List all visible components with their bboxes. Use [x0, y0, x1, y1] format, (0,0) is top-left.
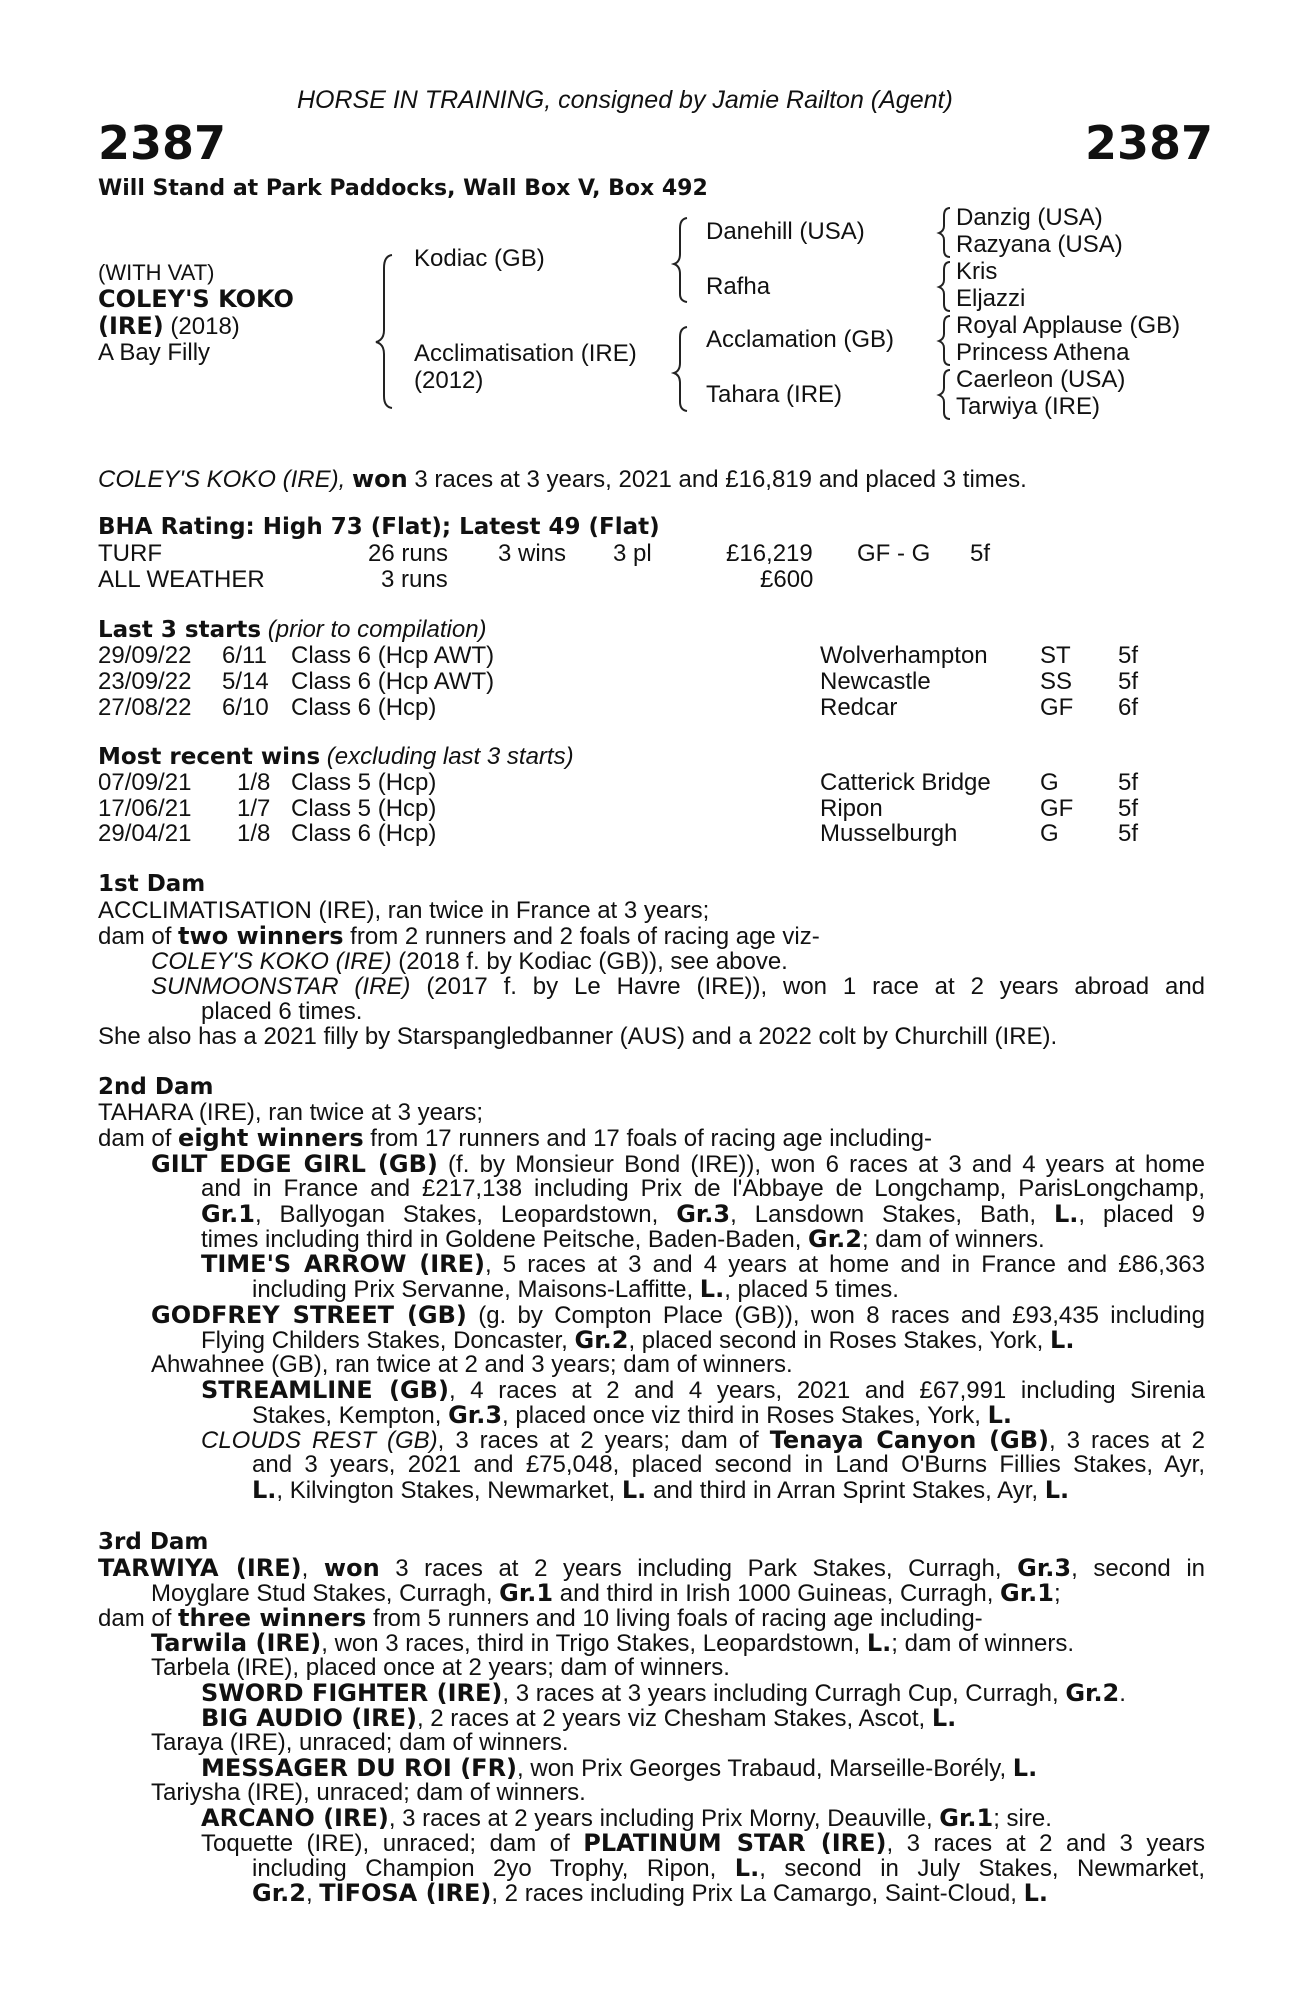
- dam3-progeny: [151, 1631, 1074, 1656]
- dam3-grandprogeny: [201, 1806, 1052, 1831]
- grade: L.: [699, 1275, 725, 1303]
- pedigree-grandsire-sire: Danehill (USA): [706, 218, 865, 245]
- win-course: Musselburgh: [820, 820, 958, 847]
- pedigree-ggp-2: Razyana (USA): [956, 231, 1123, 258]
- grade: L.: [866, 1629, 892, 1657]
- text: 3 races at 2 years including Park Stakes, Curragh,: [379, 1555, 1018, 1582]
- text: from 2 runners and 2 foals of racing age viz-: [343, 923, 820, 950]
- text: from 5 runners and 10 living foals of racing age including-: [366, 1605, 983, 1632]
- dam2-progeny: Ahwahnee (GB), ran twice at 2 and 3 years; dam of winners.: [151, 1351, 793, 1378]
- dam3-heading: 3rd Dam: [98, 1529, 209, 1555]
- text: Stakes, Kempton,: [252, 1402, 449, 1429]
- pedigree-sire: Kodiac (GB): [414, 245, 545, 272]
- start-class: Class 6 (Hcp): [291, 694, 437, 721]
- win-position: 1/7: [237, 795, 271, 822]
- text: , won 3 races, third in Trigo Stakes, Leopardstown,: [321, 1630, 867, 1657]
- text: ,: [301, 1555, 324, 1582]
- grade: L.: [931, 1704, 957, 1732]
- rating-earnings: £16,219: [726, 540, 813, 567]
- dam2-progeny-cont: [201, 1177, 1205, 1201]
- grade: L.: [1023, 1879, 1049, 1907]
- win-distance: 5f: [1118, 769, 1139, 796]
- win-distance: 5f: [1118, 820, 1139, 847]
- text: Moyglare Stud Stakes, Curragh,: [151, 1580, 500, 1607]
- text: dam of: [98, 1605, 179, 1632]
- grade: Gr.2: [574, 1326, 629, 1354]
- pedigree-grandsire-dam: Acclamation (GB): [706, 326, 895, 353]
- dam2-heading: 2nd Dam: [98, 1074, 214, 1100]
- text: , placed second in Roses Stakes, York,: [628, 1327, 1051, 1354]
- rating-distance: 5f: [970, 540, 991, 567]
- dam2-grandprogeny: [201, 1378, 1205, 1403]
- dam3-line: [98, 1556, 1205, 1581]
- start-going: ST: [1040, 642, 1071, 669]
- text: , 3 races at 2 years including Prix Morny, Deauville,: [388, 1805, 940, 1832]
- win-going: G: [1040, 769, 1059, 796]
- dam2-progeny: [151, 1152, 1205, 1177]
- start-date: 29/09/22: [98, 642, 192, 669]
- text: , 4 races at 2 and 4 years, 2021 and £67,991 including Sirenia: [448, 1377, 1205, 1404]
- winners-count: two winners: [178, 922, 344, 950]
- progeny-name: Tarwila (IRE): [151, 1629, 322, 1657]
- start-position: 6/10: [222, 694, 269, 721]
- rating-going: GF - G: [857, 540, 931, 567]
- pedigree-ggp-4: Eljazzi: [956, 285, 1026, 312]
- lot-number-right: 2387: [1085, 116, 1214, 170]
- rating-heading: BHA Rating: High 73 (Flat); Latest 49 (Flat): [98, 514, 660, 540]
- grade: Gr.2: [808, 1225, 862, 1253]
- pedigree-ggp-6: Princess Athena: [956, 339, 1130, 366]
- start-course: Wolverhampton: [820, 642, 988, 669]
- dam1-heading: 1st Dam: [98, 871, 206, 897]
- dam1-line: [98, 924, 820, 949]
- horse-year: (2018): [163, 313, 240, 340]
- text: and 3 years, 2021 and £75,048, placed second in Land O'Burns Fillies Stakes, Ayr,: [252, 1451, 1205, 1478]
- summary-text: 3 races at 3 years, 2021 and £16,819 and placed 3 times.: [407, 466, 1027, 493]
- grade: L.: [621, 1476, 647, 1504]
- win-going: G: [1040, 820, 1059, 847]
- text: (2018 f. by Kodiac (GB)), see above.: [391, 948, 788, 975]
- dam2-progeny-cont: [201, 1227, 1045, 1252]
- grade: Gr.3: [1017, 1554, 1072, 1582]
- win-course: Catterick Bridge: [820, 769, 991, 796]
- summary-won: won: [351, 465, 408, 493]
- dam2-grandprogeny-cont: [252, 1453, 1205, 1477]
- progeny-name: GILT EDGE GIRL (GB): [151, 1150, 438, 1178]
- text: , 3 races at 2: [1048, 1427, 1205, 1454]
- progeny-name: CLOUDS REST (GB): [201, 1427, 438, 1454]
- last-starts-heading: [98, 618, 487, 642]
- text: ,: [305, 1880, 320, 1907]
- last-starts-note: (prior to compilation): [261, 616, 487, 643]
- rating-runs: 26 runs: [368, 540, 449, 567]
- text: , Lansdown Stakes, Bath,: [730, 1201, 1054, 1228]
- won-label: won: [323, 1554, 380, 1582]
- text: and in France and £217,138 including Prix de l'Abbaye de Longchamp, ParisLongchamp,: [201, 1175, 1205, 1202]
- start-class: Class 6 (Hcp AWT): [291, 642, 495, 669]
- progeny-name: TIFOSA (IRE): [319, 1879, 492, 1907]
- grade: Gr.1: [201, 1200, 255, 1228]
- winners-count: three winners: [178, 1604, 367, 1632]
- progeny-name: BIG AUDIO (IRE): [201, 1704, 417, 1732]
- text: ;: [1053, 1580, 1061, 1607]
- progeny-name: STREAMLINE (GB): [201, 1376, 449, 1404]
- grade: Gr.2: [1065, 1679, 1120, 1707]
- text: ; dam of winners.: [891, 1630, 1075, 1657]
- start-course: Redcar: [820, 694, 898, 721]
- win-class: Class 5 (Hcp): [291, 795, 437, 822]
- text: (2017 f. by Le Havre (IRE)), won 1 race at 2 years abroad and: [410, 973, 1206, 1000]
- rating-surface: TURF: [98, 540, 162, 567]
- win-going: GF: [1040, 795, 1074, 822]
- rating-earnings: £600: [760, 566, 814, 593]
- text: , 5 races at 3 and 4 years at home and in France and £86,363: [484, 1251, 1205, 1278]
- progeny-name: PLATINUM STAR (IRE): [583, 1829, 887, 1857]
- text: and third in Irish 1000 Guineas, Curragh,: [553, 1580, 1001, 1607]
- dam1-progeny: [151, 975, 1205, 999]
- text: .: [1119, 1680, 1126, 1707]
- dam3-grandprogeny-cont: [252, 1881, 1048, 1906]
- dam3-progeny: Tariysha (IRE), unraced; dam of winners.: [151, 1779, 586, 1806]
- text: Flying Childers Stakes, Doncaster,: [201, 1327, 575, 1354]
- text: including Champion 2yo Trophy, Ripon,: [252, 1855, 735, 1882]
- dam1-line: placed 6 times.: [201, 998, 363, 1025]
- lot-number-left: 2387: [98, 116, 227, 170]
- dam3-grandprogeny: [201, 1756, 1037, 1781]
- dam2-line: [98, 1126, 932, 1151]
- text: times including third in Goldene Peitsche, Baden-Baden,: [201, 1226, 809, 1253]
- winners-count: eight winners: [178, 1124, 364, 1152]
- win-class: Class 5 (Hcp): [291, 769, 437, 796]
- consignor-caption: HORSE IN TRAINING, consigned by Jamie Railton (Agent): [297, 86, 953, 114]
- text: , second in July Stakes, Newmarket,: [759, 1855, 1206, 1882]
- grade: Gr.1: [499, 1579, 554, 1607]
- rating-placed: 3 pl: [613, 540, 652, 567]
- pedigree-ggp-1: Danzig (USA): [956, 204, 1103, 231]
- horse-name: COLEY'S KOKO: [98, 285, 294, 313]
- dam2-grandprogeny: [201, 1428, 1205, 1453]
- text: , won Prix Georges Trabaud, Marseille-Borély,: [517, 1755, 1013, 1782]
- dam3-grandprogeny: [201, 1681, 1126, 1706]
- recent-wins-note: (excluding last 3 starts): [320, 743, 574, 770]
- grade: Gr.1: [939, 1804, 994, 1832]
- rating-surface: ALL WEATHER: [98, 566, 265, 593]
- dam2-line: TAHARA (IRE), ran twice at 3 years;: [98, 1099, 483, 1126]
- start-course: Newcastle: [820, 668, 931, 695]
- text: ; dam of winners.: [861, 1226, 1045, 1253]
- grade: Gr.2: [252, 1879, 306, 1907]
- dam3-progeny: Taraya (IRE), unraced; dam of winners.: [151, 1729, 569, 1756]
- dam1-progeny: [151, 950, 788, 974]
- text: including Prix Servanne, Maisons-Laffitte,: [252, 1276, 700, 1303]
- horse-description: A Bay Filly: [98, 339, 211, 366]
- win-position: 1/8: [237, 820, 271, 847]
- text: , 3 races at 2 and 3 years: [886, 1830, 1206, 1857]
- text: , 3 races at 2 years; dam of: [437, 1427, 770, 1454]
- grade: L.: [1053, 1200, 1079, 1228]
- vat-note: (WITH VAT): [98, 260, 215, 285]
- text: , Ballyogan Stakes, Leopardstown,: [254, 1201, 677, 1228]
- recent-wins-title: Most recent wins: [98, 744, 321, 770]
- progeny-name: Tenaya Canyon (GB): [769, 1426, 1049, 1454]
- text: and third in Arran Sprint Stakes, Ayr,: [646, 1477, 1045, 1504]
- text: ; sire.: [993, 1805, 1052, 1832]
- win-date: 17/06/21: [98, 795, 192, 822]
- start-distance: 5f: [1118, 668, 1139, 695]
- progeny-name: MESSAGER DU ROI (FR): [201, 1754, 518, 1782]
- dam3-grandprogeny-cont: [252, 1856, 1205, 1881]
- recent-wins-heading: [98, 745, 574, 769]
- dam2-progeny-cont: [201, 1328, 1074, 1353]
- grade: L.: [252, 1476, 277, 1504]
- text: , Kilvington Stakes, Newmarket,: [276, 1477, 622, 1504]
- start-distance: 6f: [1118, 694, 1139, 721]
- text: (g. by Compton Place (GB)), won 8 races and £93,435 including: [466, 1302, 1206, 1329]
- dam2-grandprogeny: [201, 1252, 1205, 1277]
- grade: L.: [1044, 1476, 1070, 1504]
- win-position: 1/8: [237, 769, 271, 796]
- start-position: 5/14: [222, 668, 269, 695]
- progeny-name: TIME'S ARROW (IRE): [201, 1250, 485, 1278]
- win-class: Class 6 (Hcp): [291, 820, 437, 847]
- last-starts-title: Last 3 starts: [98, 617, 262, 643]
- pedigree-ggp-3: Kris: [956, 258, 998, 285]
- dam2-progeny: [151, 1303, 1205, 1328]
- win-date: 29/04/21: [98, 820, 192, 847]
- start-going: GF: [1040, 694, 1074, 721]
- pedigree-granddam-dam: Tahara (IRE): [706, 381, 843, 408]
- rating-runs: 3 runs: [381, 566, 448, 593]
- start-date: 27/08/22: [98, 694, 192, 721]
- text: dam of: [98, 1125, 179, 1152]
- horse-country: (IRE): [98, 312, 164, 340]
- dam2-grandprogeny-cont: [252, 1478, 1069, 1503]
- pedigree-ggp-7: Caerleon (USA): [956, 366, 1126, 393]
- text: Toquette (IRE), unraced; dam of: [201, 1830, 584, 1857]
- start-date: 23/09/22: [98, 668, 192, 695]
- dam3-grandprogeny: [201, 1706, 956, 1731]
- dam3-grandprogeny: [201, 1831, 1205, 1856]
- win-date: 07/09/21: [98, 769, 192, 796]
- pedigree-dam: Acclimatisation (IRE): [414, 340, 637, 367]
- dam1-line: She also has a 2021 filly by Starspangledbanner (AUS) and a 2022 colt by Churchill (IRE).: [98, 1023, 1058, 1050]
- dam3-line: [151, 1581, 1061, 1606]
- race-summary: [98, 467, 1027, 492]
- text: , placed 5 times.: [724, 1276, 899, 1303]
- grade: L.: [734, 1854, 760, 1882]
- stand-location: Will Stand at Park Paddocks, Wall Box V, Box 492: [98, 176, 708, 201]
- pedigree-dam-year: (2012): [414, 367, 484, 394]
- grade: L.: [987, 1401, 1013, 1429]
- grade: L.: [1012, 1754, 1038, 1782]
- rating-wins: 3 wins: [498, 540, 567, 567]
- pedigree-granddam-sire: Rafha: [706, 273, 771, 300]
- pedigree-ggp-5: Royal Applause (GB): [956, 312, 1181, 339]
- progeny-name: SWORD FIGHTER (IRE): [201, 1679, 503, 1707]
- progeny-name: COLEY'S KOKO (IRE): [151, 948, 392, 975]
- start-class: Class 6 (Hcp AWT): [291, 668, 495, 695]
- dam3-line: [98, 1606, 983, 1631]
- text: , 2 races including Prix La Camargo, Saint-Cloud,: [491, 1880, 1024, 1907]
- text: , 3 races at 3 years including Curragh Cup, Curragh,: [502, 1680, 1066, 1707]
- dam1-line: ACCLIMATISATION (IRE), ran twice in France at 3 years;: [98, 897, 710, 924]
- win-distance: 5f: [1118, 795, 1139, 822]
- dam2-grandprogeny-cont: [252, 1277, 899, 1302]
- text: (f. by Monsieur Bond (IRE)), won 6 races at 3 and 4 years at home: [437, 1151, 1205, 1178]
- grade: L.: [1050, 1326, 1075, 1354]
- text: , placed 9: [1078, 1201, 1205, 1228]
- text: , 2 races at 2 years viz Chesham Stakes, Ascot,: [416, 1705, 932, 1732]
- summary-name: COLEY'S KOKO (IRE),: [98, 466, 346, 493]
- win-course: Ripon: [820, 795, 883, 822]
- dam3-progeny: Tarbela (IRE), placed once at 2 years; dam of winners.: [151, 1654, 730, 1681]
- text: dam of: [98, 923, 179, 950]
- pedigree-ggp-8: Tarwiya (IRE): [956, 393, 1101, 420]
- grade: Gr.3: [448, 1401, 503, 1429]
- dam2-grandprogeny-cont: [252, 1403, 1012, 1428]
- progeny-name: ARCANO (IRE): [201, 1804, 389, 1832]
- start-going: SS: [1040, 668, 1073, 695]
- text: , second in: [1071, 1555, 1205, 1582]
- text: , placed once viz third in Roses Stakes, York,: [502, 1402, 988, 1429]
- grade: Gr.1: [1000, 1579, 1054, 1607]
- start-position: 6/11: [222, 642, 267, 669]
- text: from 17 runners and 17 foals of racing age including-: [363, 1125, 932, 1152]
- dam2-progeny-cont: [201, 1202, 1205, 1227]
- progeny-name: GODFREY STREET (GB): [151, 1301, 467, 1329]
- start-distance: 5f: [1118, 642, 1139, 669]
- grade: Gr.3: [676, 1200, 731, 1228]
- progeny-name: SUNMOONSTAR (IRE): [151, 973, 411, 1000]
- dam-name: TARWIYA (IRE): [98, 1554, 302, 1582]
